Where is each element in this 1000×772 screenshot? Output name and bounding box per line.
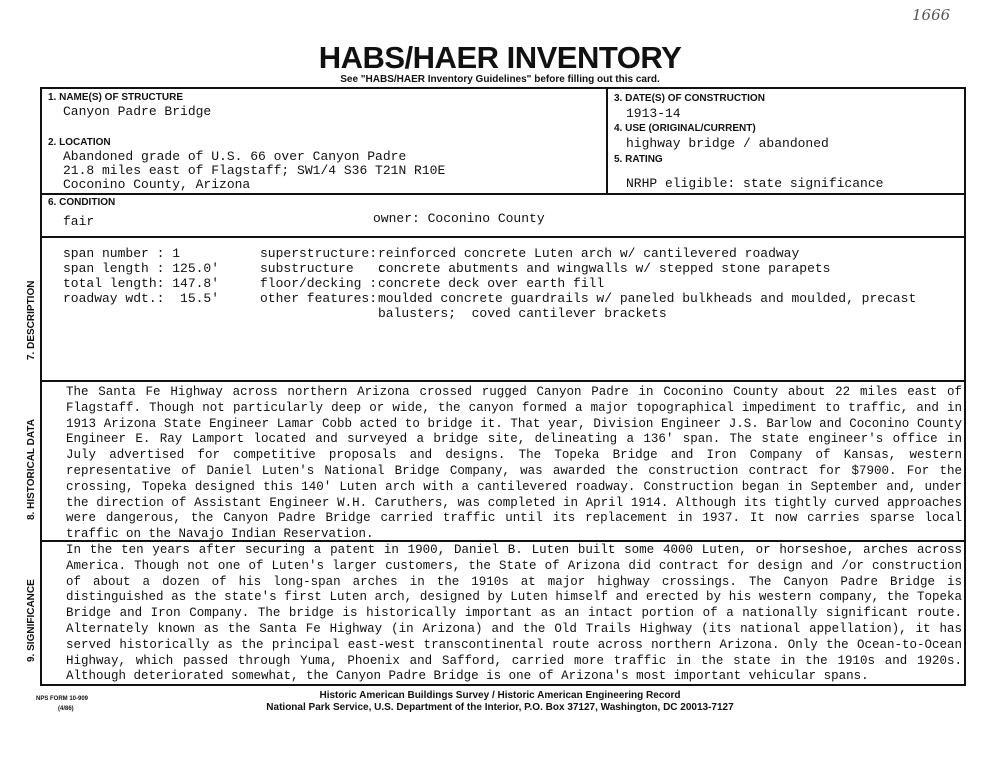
handwritten-annotation: 1666 [912,6,951,24]
significance-paragraph: In the ten years after securing a patent in 1900, Daniel B. Luten built some 4000 Luten, or horseshoe, arches across America. Though not one of Luten's larger customers, the State of Arizona did contract for design and /or construction of about a dozen of his long-span arches in the 1910s at major highway crossings. The Canyon Padre Bridge is distinguished as the state's first Luten arch, designed by Luten himself and erected by his western company, the Topeka Bridge and Iron Company. The bridge is historically important as an intact portion of a nationally significant route. Alternately known as the Santa Fe Highway (in Arizona) and the Old Trails Highway (its national appellation), it has served historically as the principal east-west transcontinental route across northern Arizona. Only the Ocean-to-Ocean Highway, which passed through Yuma, Phoenix and Safford, carried more traffic in the state in the 1910s and 1920s. Although deteriorated somewhat, the Canyon Padre Bridge is one of Arizona's most important vehicular spans. [66,543,962,684]
location-line: 21.8 miles east of Flagstaff; SW1/4 S36 T21N R10E [63,163,446,178]
description-mid-line: superstructure: [260,246,378,261]
dates-value: 1913-14 [626,106,681,121]
rule-left [40,87,42,686]
location-line: Coconino County, Arizona [63,177,251,192]
rule-right [964,87,966,686]
use-label: 4. USE (ORIGINAL/CURRENT) [614,123,756,134]
rule-after-description [40,380,966,382]
form-subtitle: See "HABS/HAER Inventory Guidelines" before filling out this card. [340,74,660,85]
rule-after-condition [40,236,966,238]
footer-address-line: National Park Service, U.S. Department of the Interior, P.O. Box 37127, Washington, DC 20013-7127 [266,702,734,713]
condition-label: 6. CONDITION [48,197,116,208]
description-right-line: concrete abutments and wingwalls w/ stepped stone parapets [378,261,831,276]
description-right-line: moulded concrete guardrails w/ paneled bulkheads and moulded, precast [378,291,917,306]
location-line: Abandoned grade of U.S. 66 over Canyon Padre [63,149,407,164]
rule-after-header-fields [40,193,966,195]
description-mid-line: other features: [260,291,378,306]
rating-value: NRHP eligible: state significance [626,176,884,191]
owner-value: owner: Coconino County [373,211,545,226]
name-label: 1. NAME(S) OF STRUCTURE [48,92,183,103]
rule-top [40,87,966,89]
rating-label: 5. RATING [614,154,663,165]
historical-paragraph: The Santa Fe Highway across northern Arizona crossed rugged Canyon Padre in Coconino County about 22 miles east of Flagstaff. Though not particularly deep or wide, the canyon formed a major topographical impediment to traffic, and in 1913 Arizona State Engineer Lamar Cobb acted to bridge it. That year, Division Engineer J.S. Barlow and Coconino County Engineer E. Ray Lamport located and surveyed a bridge site, delineating a 136' span. The state engineer's office in July advertised for competitive proposals and designs. The Topeka Bridge and Iron Company of Kansas, western representative of Daniel Luten's National Bridge Company, was awarded the construction contract for $7900. For the crossing, Topeka designed this 140' Luten arch with a cantilevered roadway. Construction began in September and, under the direction of Assistant Engineer W.H. Caruthers, was completed in April 1914. Although its tightly curved approaches were dangerous, the Canyon Padre Bridge carried traffic until its replacement in 1937. It now carries sparse local traffic on the Navajo Indian Reservation. [66,385,962,542]
significance-side-label: 9. SIGNIFICANCE [26,579,37,662]
name-value: Canyon Padre Bridge [63,104,212,119]
description-right-line: reinforced concrete Luten arch w/ cantilevered roadway [378,246,800,261]
description-right-line: concrete deck over earth fill [378,276,605,291]
form-number: NPS FORM 10-909 [36,696,89,702]
description-left-line: span number : 1 [63,246,181,261]
description-mid-line: substructure : [260,261,385,276]
description-side-label: 7. DESCRIPTION [26,280,37,360]
location-label: 2. LOCATION [48,137,111,148]
description-left-line: span length : 125.0' [63,261,220,276]
description-mid-line: floor/decking : [260,276,378,291]
footer-agency-line: Historic American Buildings Survey / Historic American Engineering Record [319,690,681,701]
description-left-line: roadway wdt.: 15.5' [63,291,220,306]
rule-column-divider [606,87,608,195]
form-title: HABS/HAER INVENTORY [318,40,682,75]
description-right-line: balusters; coved cantilever brackets [378,306,667,321]
form-date: (4/86) [58,706,74,712]
condition-value: fair [63,214,95,229]
dates-label: 3. DATE(S) OF CONSTRUCTION [614,93,765,104]
description-left-line: total length: 147.8' [63,276,220,291]
historical-side-label: 8. HISTORICAL DATA [26,419,37,520]
use-value: highway bridge / abandoned [626,136,829,151]
